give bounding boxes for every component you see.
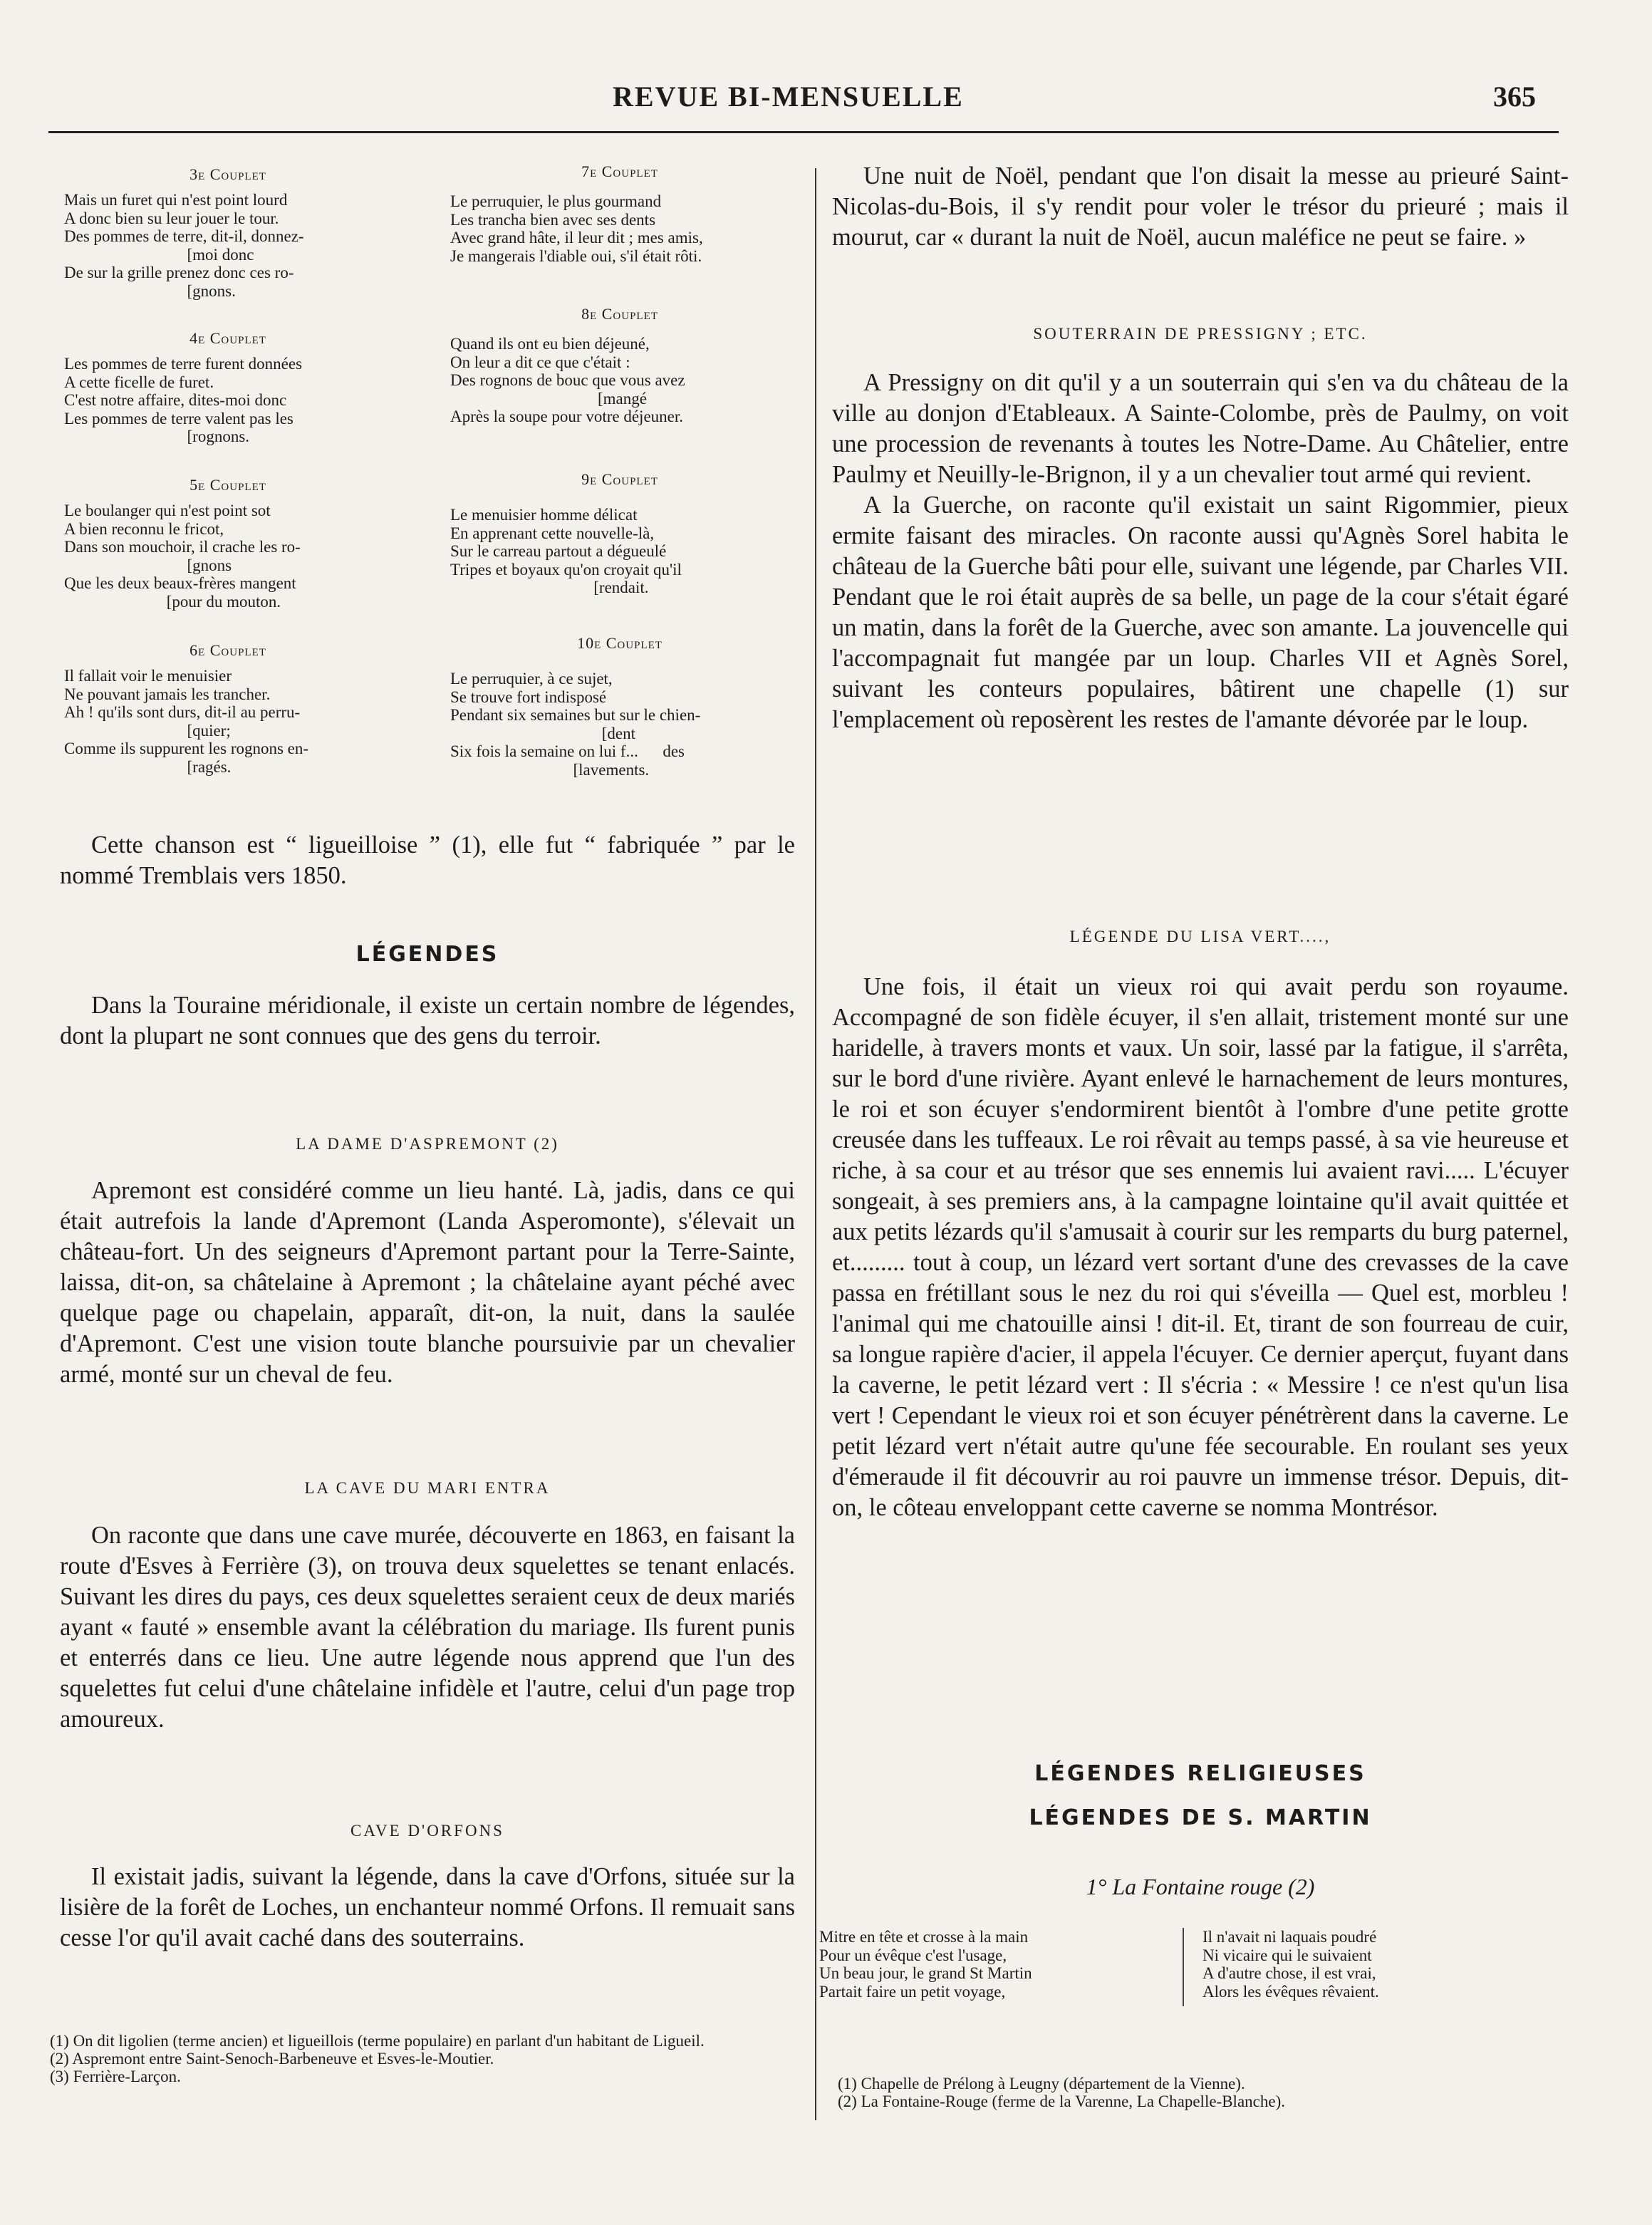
pressigny-text: A Pressigny on dit qu'il y a un souterrain qui s'en va du château de la ville au donjon d'Etableaux. A Sainte-Colombe, près de Paulmy, on voit une procession de revenants à toutes les Notre-Dame. Au Châtelier, entre Paulmy et Neuilly-le-Brignon, il y a un chevalier tout armé qui revient. A la Guerche, on raconte qu'il existait un saint Rigommier, pieux ermite faisant des miracles. On raconte aussi qu'Agnès Sorel habita le château de la Guerche bâti pour elle, suivant une légende, par Charles VII. Pendant que le roi était auprès de sa belle, un page de la cour s'était égaré un matin, dans la forêt de la Guerche, avec son amante. La jouvencelle qui l'accompagnait fut mangée par un loup. Charles VII et Agnès Sorel, suivant les conteurs populaires, bâtirent une chapelle (1) sur l'emplacement où reposèrent les restes de l'amante dévorée par le loup. xyxy=(832,368,1569,735)
couplet-verse: Quand ils ont eu bien déjeuné, On leur a dit ce que c'était : Des rognons de bouc que vous avez [mangé Après la soupe pour votre déjeuner. xyxy=(450,335,685,425)
section-title-cave-orfons: CAVE D'ORFONS xyxy=(350,1822,504,1840)
guerche-text: A la Guerche, on raconte qu'il existait un saint Rigommier, pieux ermite faisant des miracles. On raconte aussi qu'Agnès Sorel habita le château de la Guerche bâti pour elle, suivant une légende, par Charles VII. Pendant que le roi était auprès de sa belle, un page de la cour s'était égaré un matin, dans la forêt de la Guerche, avec son amante. La jouvencelle qui l'accompagnait fut mangée par un loup. Charles VII et Agnès Sorel, suivant les conteurs populaires, bâtirent une chapelle (1) sur l'emplacement où reposèrent les restes de l'amante dévorée par le loup. xyxy=(832,492,1569,733)
couplet-title: 7e Couplet xyxy=(581,162,658,180)
section-title-lisa-vert: LÉGENDE DU LISA VERT...., xyxy=(1069,928,1331,945)
footnote: (1) On dit ligolien (terme ancien) et ligueillois (terme populaire) en parlant d'un habitant de Ligueil. xyxy=(50,2032,705,2050)
fontaine-verse-left: Mitre en tête et crosse à la main Pour un évêque c'est l'usage, Un beau jour, le grand St Martin Partait faire un petit voyage, xyxy=(819,1928,1032,2001)
couplet-title: 4e Couplet xyxy=(189,329,266,347)
cave-mari-text: On raconte que dans une cave murée, découverte en 1863, en faisant la route d'Esves à Ferrière (3), on trouva deux squelettes se tenant enlacés. Suivant les dires du pays, ces deux squelettes seraient ceux de deux mariés ayant « fauté » ensemble avant la célébration du mariage. Ils furent punis et enterrés dans ce lieu. Une autre légende nous apprend que l'un des squelettes fut celui d'une châtelaine infidèle et l'autre, celui d'un page trop amoureux. xyxy=(60,1522,795,1733)
cave-orfons-text: Il existait jadis, suivant la légende, dans la cave d'Orfons, située sur la lisière de la forêt de Loches, un enchanteur nommé Orfons. Il remuait sans cesse l'or qu'il avait caché dans des souterrains. xyxy=(60,1863,795,1951)
footnote: (2) La Fontaine-Rouge (ferme de la Varenne, La Chapelle-Blanche). xyxy=(838,2092,1285,2110)
header-rule xyxy=(48,131,1559,133)
footnote: (1) Chapelle de Prélong à Leugny (département de la Vienne). xyxy=(838,2075,1245,2092)
footnote: (2) Aspremont entre Saint-Senoch-Barbeneuve et Esves-le-Moutier. xyxy=(50,2050,494,2068)
section-title-legendes: LÉGENDES xyxy=(355,942,499,967)
couplet-verse: Il fallait voir le menuisier Ne pouvant jamais les trancher. Ah ! qu'ils sont durs, dit-il au perru- [quier; Comme ils suppurent les rognons en- [ragés. xyxy=(64,667,309,776)
couplet-title: 8e Couplet xyxy=(581,305,658,323)
page-number: 365 xyxy=(1493,81,1536,113)
footnotes-right xyxy=(838,2075,1564,2110)
couplet-verse: Le boulanger qui n'est point sot A bien reconnu le fricot, Dans son mouchoir, il crache les ro- [gnons Que les deux beaux-frères mangent [pour du mouton. xyxy=(64,502,301,611)
couplet-verse: Les pommes de terre furent données A cette ficelle de furet. C'est notre affaire, dites-moi donc Les pommes de terre valent pas les [rognons. xyxy=(64,355,303,445)
chanson-note: Cette chanson est “ ligueilloise ” (1), elle fut “ fabriquée ” par le nommé Tremblais vers 1850. xyxy=(60,831,795,889)
section-title-saint-martin: LÉGENDES DE S. MARTIN xyxy=(1029,1805,1372,1830)
section-title-cave-mari: LA CAVE DU MARI ENTRA xyxy=(304,1479,551,1497)
poem-title-fontaine-rouge: 1° La Fontaine rouge (2) xyxy=(1086,1874,1315,1899)
section-title-dame-aspremont: LA DAME D'ASPREMONT (2) xyxy=(296,1135,559,1153)
couplet-title: 3e Couplet xyxy=(189,165,266,183)
lisa-vert-text: Une fois, il était un vieux roi qui avait perdu son royaume. Accompagné de son fidèle écuyer, il s'en allait, tristement monté sur une haridelle, à travers monts et vaux. Un soir, lassé par la fatigue, il s'arrêta, sur le bord d'une rivière. Ayant enlevé le harnachement de leurs montures, le roi et son écuyer s'endormirent bientôt à l'ombre d'une petite grotte creusée dans les tuffeaux. Le roi rêvait au temps passé, à sa vie heureuse et riche, à sa cour et au trésor que ses ennemis lui avaient ravi..... L'écuyer songeait, à ses premiers ans, à la campagne lointaine qu'il avait quittée et aux petits lézards qu'il s'amusait à courir sur les remparts du burg paternel, et......... tout à coup, un lézard vert sortant d'une des crevasses de la cave passa en frétillant sous le nez du roi qui s'éveilla — Quel est, morbleu ! l'animal qui me chatouille ainsi ! dit-il. Et, tirant de son fourreau de cuir, sa longue rapière d'acier, il appela l'écuyer. Ce dernier aperçut, fuyant dans la caverne, le petit lézard vert : Il s'écria : « Messire ! ce n'est qu'un lisa vert ! Cependant le vieux roi et son écuyer pénétrèrent dans la caverne. Le petit lézard vert n'était autre qu'une fée secourable. En roulant ses yeux d'émeraude il fit découvrir au roi pauvre un immense trésor. Depuis, dit-on, le côteau enveloppant cette caverne se nomma Montrésor. xyxy=(832,973,1569,1521)
legendes-intro: Dans la Touraine méridionale, il existe un certain nombre de légendes, dont la plupart ne sont connues que des gens du terroir. xyxy=(60,992,795,1049)
verse-divider xyxy=(1183,1928,1184,2006)
footnote: (3) Ferrière-Larçon. xyxy=(50,2068,181,2085)
couplet-verse: Le perruquier, à ce sujet, Se trouve fort indisposé Pendant six semaines but sur le chien- [dent Six fois la semaine on lui f... des [lavements. xyxy=(450,670,701,779)
couplet-verse: Le perruquier, le plus gourmand Les trancha bien avec ses dents Avec grand hâte, il leur dit ; mes amis, Je mangerais l'diable oui, s'il était rôti. xyxy=(450,192,703,265)
couplet-verse: Le menuisier homme délicat En apprenant cette nouvelle-là, Sur le carreau partout a dégueulé Tripes et boyaux qu'on croyait qu'il [rendait. xyxy=(450,506,682,596)
section-title-pressigny: SOUTERRAIN DE PRESSIGNY ; ETC. xyxy=(1033,325,1368,343)
couplet-title: 5e Couplet xyxy=(189,476,266,494)
couplet-title: 9e Couplet xyxy=(581,470,658,488)
couplet-verse: Mais un furet qui n'est point lourd A donc bien su leur jouer le tour. Des pommes de terre, dit-il, donnez- [moi donc De sur la grille prenez donc ces ro- [gnons. xyxy=(64,191,304,300)
running-header-title: REVUE BI-MENSUELLE xyxy=(613,81,964,113)
dame-aspremont-text: Apremont est considéré comme un lieu hanté. Là, jadis, dans ce qui était autrefois la lande d'Apremont (Landa Asperomonte), s'élevait un château-fort. Un des seigneurs d'Apremont partant pour la Terre-Sainte, laissa, dit-on, sa châtelaine à Apremont ; la châtelaine ayant péché avec quelque page ou chapelain, apparaît, dit-on, la nuit, dans la saulée d'Apremont. C'est une vision toute blanche poursuivie par un chevalier armé, monté sur un cheval de feu. xyxy=(60,1177,795,1388)
section-title-legendes-religieuses: LÉGENDES RELIGIEUSES xyxy=(1034,1761,1366,1786)
fontaine-verse-right: Il n'avait ni laquais poudré Ni vicaire qui le suivaient A d'autre chose, il est vrai, Alors les évêques rêvaient. xyxy=(1202,1928,1379,2001)
column-divider xyxy=(815,168,816,2120)
couplet-title: 10e Couplet xyxy=(577,634,663,652)
couplet-title: 6e Couplet xyxy=(189,641,266,659)
footnotes-left xyxy=(50,2032,784,2085)
noel-text: Une nuit de Noël, pendant que l'on disait la messe au prieuré Saint-Nicolas-du-Bois, il s'y rendit pour voler le trésor du prieuré ; mais il mourut, car « durant la nuit de Noël, aucun maléfice ne peut se faire. » xyxy=(832,162,1569,251)
